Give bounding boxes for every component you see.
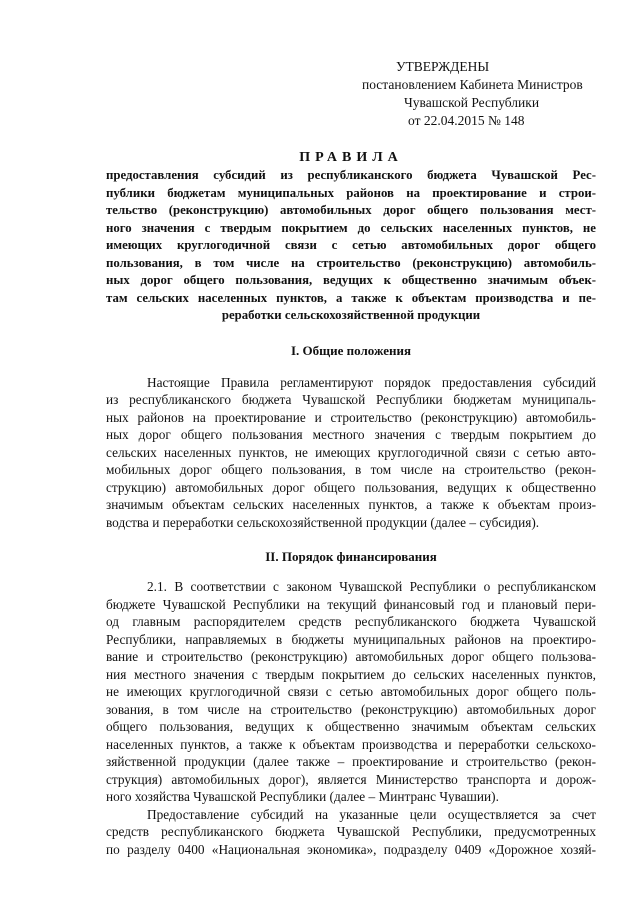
paragraph-line: ных дорог общего пользования местного значения с твердым покрытием до [106,427,596,442]
paragraph-line: струкцию) автомобильных дорог общего пользования, ведущих к общественно [106,479,596,495]
paragraph-line: ных районов на проектирование и строительство (реконструкцию) автомобиль- [106,409,596,425]
paragraph-line: по разделу 0400 «Национальная экономика», подразделу 0409 «Дорожное хозяй- [106,841,596,857]
paragraph-line: бюджете Чувашской Республики на текущий финансовый год и плановый пери- [106,596,596,612]
paragraph-line: Предоставление субсидий на указанные цели осуществляется за счет [147,806,596,822]
paragraph-line: ния местного значения с твердым покрытием до сельских населенных пунктов, [106,666,596,682]
approval-block [362,58,596,130]
approval-line-1: постановлением Кабинета Министров [362,77,583,92]
paragraph-line: сельских населенных пунктов, не имеющих круглогодичной связи с сетью авто- [106,444,596,460]
paragraph-line: водства и переработки сельскохозяйственной продукции (далее – субсидия). [106,514,540,530]
paragraph-line: общего пользования, ведущих к общественно значимым объектам сельских [106,719,596,734]
subtitle-line: предоставления субсидий из республиканского бюджета Чувашской Рес- [106,168,596,182]
paragraph-line: средств республиканского бюджета Чувашской Республики, предусмотренных [106,824,596,839]
paragraph-line: 2.1. В соответствии с законом Чувашской Республики о республиканском [147,579,596,594]
document-subtitle [106,167,596,325]
section-2-paragraph-2 [106,806,596,859]
subtitle-line: пользования, в том числе на строительство (реконструкцию) автомобиль- [106,255,596,270]
paragraph-line: од главным распорядителем средств республиканского бюджета Чувашской [106,614,596,629]
document-page [106,58,596,858]
approval-title: УТВЕРЖДЕНЫ [396,59,490,74]
paragraph-line: значимым объектам сельских населенных пунктов, а также к объектам произ- [106,497,596,512]
paragraph-line: мобильных дорог общего пользования, в том числе на строительство (рекон- [106,462,596,477]
subtitle-line: ных дорог общего пользования, ведущих к общественно значимым объек- [106,273,596,287]
approval-line-3: от 22.04.2015 № 148 [408,113,525,128]
paragraph-line: Республики, направляемых в бюджеты муниципальных районов на проектиро- [106,631,596,647]
paragraph-line: зования, в том числе на строительство (реконструкцию) автомобильных дорог [106,701,596,717]
paragraph-line: из республиканского бюджета Чувашской Республики бюджетам муниципаль- [106,392,596,407]
paragraph-line: населенных пунктов, а также к объектам производства и переработки сельскохо- [106,736,596,752]
subtitle-line: публики бюджетам муниципальных районов на проектирование и строи- [106,185,596,200]
paragraph-line: Настоящие Правила регламентируют порядок предоставления субсидий [147,374,596,390]
paragraph-line: не имеющих круглогодичной связи с сетью автомобильных дорог общего поль- [106,684,596,699]
subtitle-line: ного значения с твердым покрытием до сельских населенных пунктов, не [106,220,596,235]
subtitle-line: реработки сельскохозяйственной продукции [221,308,481,322]
paragraph-line: зяйственной продукции (далее также – проектирование и строительство (рекон- [106,754,596,769]
section-2-paragraph-1 [106,578,596,806]
subtitle-line: там сельских населенных пунктов, а также к объектам производства и пе- [106,290,596,305]
section-1-paragraph [106,374,596,532]
paragraph-line: струкция) автомобильных дорог), является Министерство транспорта и дорож- [106,771,596,787]
subtitle-line: тельство (реконструкцию) автомобильных дорог общего пользования мест- [106,203,596,217]
section-1-heading: I. Общие положения [291,342,411,358]
paragraph-line: ного хозяйства Чувашской Республики (далее – Минтранс Чувашии). [106,789,499,804]
approval-line-2: Чувашской Республики [404,95,540,110]
section-2-heading: II. Порядок финансирования [265,549,437,564]
subtitle-line: имеющих круглогодичной связи с сетью автомобильных дорог общего [106,238,596,252]
paragraph-line: вание и строительство (реконструкцию) автомобильных дорог общего пользова- [106,649,596,664]
document-title: ПРАВИЛА [299,150,403,165]
